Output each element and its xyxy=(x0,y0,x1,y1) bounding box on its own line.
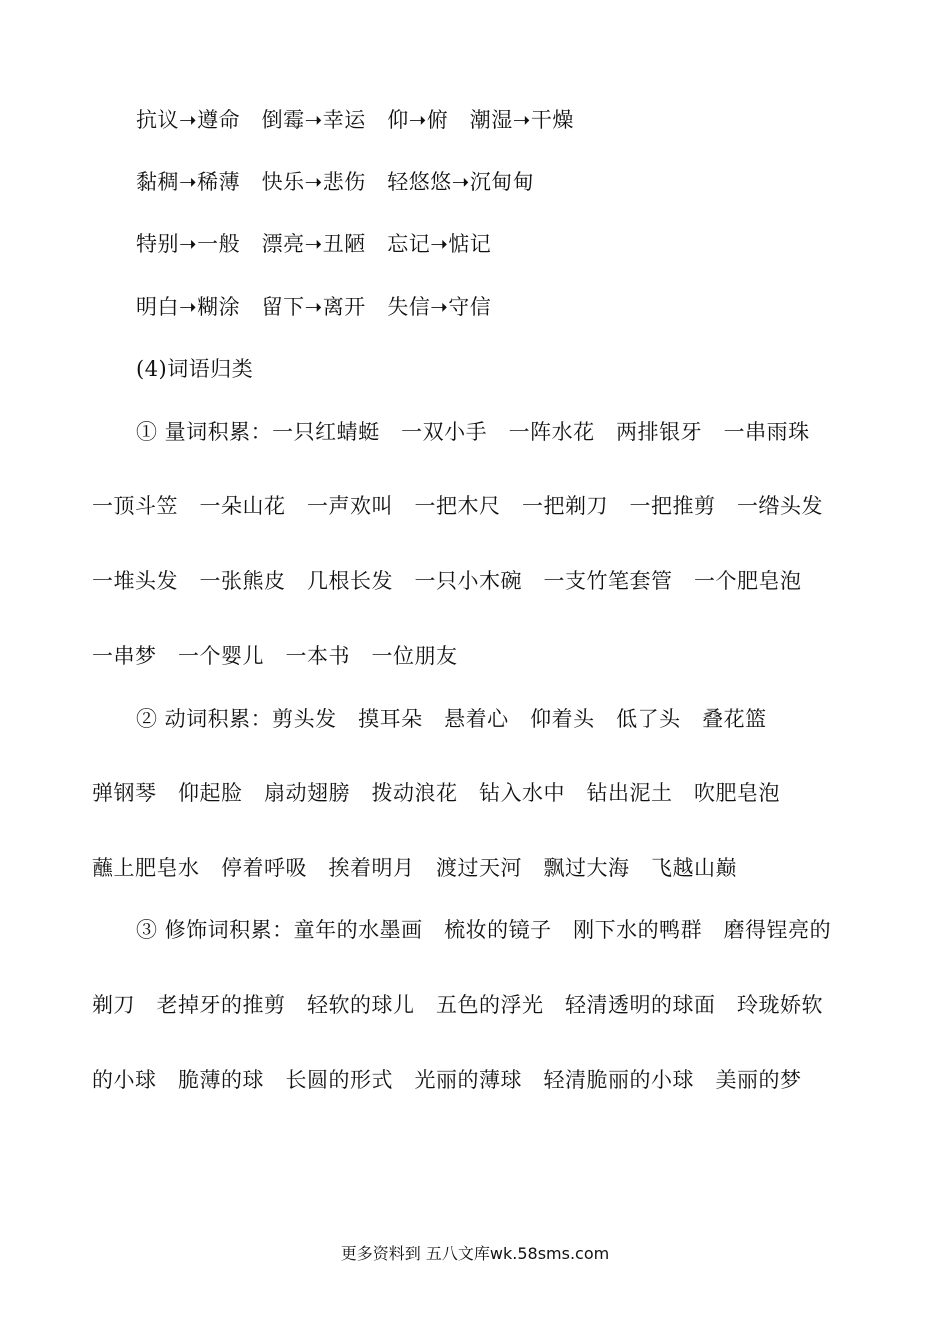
antonym-line-2: 黏稠➝稀薄 快乐➝悲伤 轻悠悠➝沉甸甸 xyxy=(136,170,535,194)
modifiers-line-2: 剃刀 老掉牙的推剪 轻软的球儿 五色的浮光 轻清透明的球面 玲珑娇软 xyxy=(92,993,823,1017)
modifiers-line-1: ③ 修饰词积累：童年的水墨画 梳妆的镜子 刚下水的鸭群 磨得锃亮的 xyxy=(136,918,832,942)
measure-words-line-3: 一堆头发 一张熊皮 几根长发 一只小木碗 一支竹笔套管 一个肥皂泡 xyxy=(92,569,802,593)
modifiers-line-3: 的小球 脆薄的球 长圆的形式 光丽的薄球 轻清脆丽的小球 美丽的梦 xyxy=(92,1068,802,1092)
antonym-line-3: 特别➝一般 漂亮➝丑陋 忘记➝惦记 xyxy=(136,232,492,256)
page-footer xyxy=(0,1244,950,1264)
antonym-line-1: 抗议➝遵命 倒霉➝幸运 仰➝俯 潮湿➝干燥 xyxy=(136,108,574,132)
measure-words-line-1: ① 量词积累：一只红蜻蜓 一双小手 一阵水花 两排银牙 一串雨珠 xyxy=(136,420,810,444)
antonym-line-4: 明白➝糊涂 留下➝离开 失信➝守信 xyxy=(136,295,492,319)
verbs-line-1: ② 动词积累：剪头发 摸耳朵 悬着心 仰着头 低了头 叠花篮 xyxy=(136,707,767,731)
footer-prefix: 更多资料到 五八文库 xyxy=(340,1244,490,1263)
measure-words-line-4: 一串梦 一个婴儿 一本书 一位朋友 xyxy=(92,644,458,668)
section-heading: (4)词语归类 xyxy=(136,357,254,381)
verbs-line-3: 蘸上肥皂水 停着呼吸 挨着明月 渡过天河 飘过大海 飞越山巅 xyxy=(92,856,737,880)
footer-site-link[interactable]: wk.58sms.com xyxy=(489,1244,610,1263)
measure-words-line-2: 一顶斗笠 一朵山花 一声欢叫 一把木尺 一把剃刀 一把推剪 一绺头发 xyxy=(92,494,823,518)
verbs-line-2: 弹钢琴 仰起脸 扇动翅膀 拨动浪花 钻入水中 钻出泥土 吹肥皂泡 xyxy=(92,781,780,805)
